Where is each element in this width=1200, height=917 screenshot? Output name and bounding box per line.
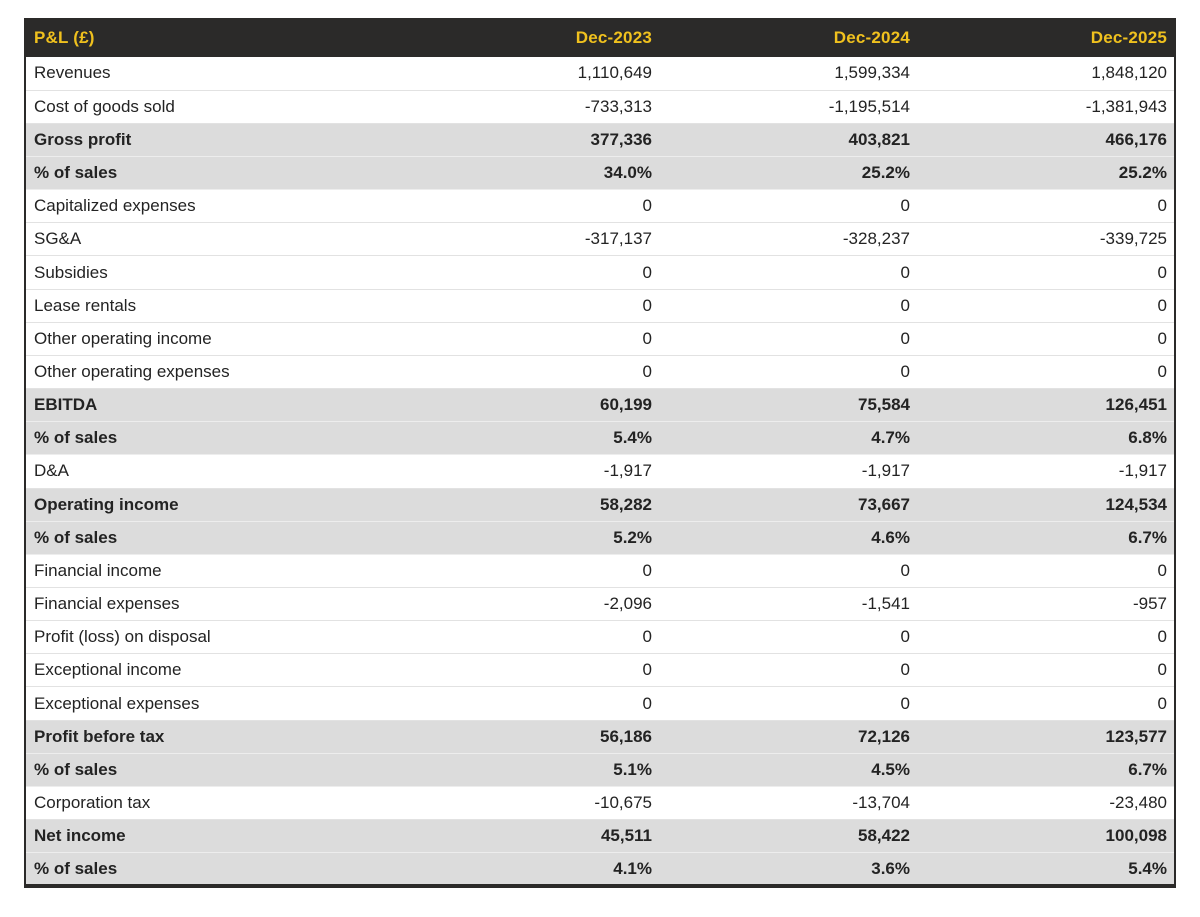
- row-label: Other operating income: [34, 328, 212, 348]
- cell-dec-2025: 123,577: [1105, 726, 1167, 746]
- cell-dec-2023: 45,511: [600, 826, 652, 846]
- cell-dec-2025: 0: [1157, 627, 1167, 647]
- cell-dec-2024: 0: [900, 660, 910, 680]
- table-body: [25, 57, 1175, 886]
- cell-dec-2023: 5.1%: [613, 759, 652, 779]
- cell-dec-2025: 466,176: [1105, 129, 1167, 149]
- cell-dec-2024: 3.6%: [871, 858, 910, 878]
- table-row: [25, 654, 1175, 687]
- cell-dec-2023: 0: [642, 361, 652, 381]
- row-label: Gross profit: [34, 129, 132, 149]
- table-header-dec-2024: Dec-2024: [833, 27, 910, 47]
- table-row: [25, 422, 1175, 455]
- cell-dec-2024: 0: [900, 328, 910, 348]
- pnl-table: [24, 18, 1176, 888]
- table-header-dec-2025: Dec-2025: [1090, 27, 1167, 47]
- row-label: Profit before tax: [34, 726, 165, 746]
- table-header-dec-2023: Dec-2023: [575, 27, 652, 47]
- table-row: [25, 820, 1175, 853]
- cell-dec-2024: 1,599,334: [834, 63, 910, 83]
- cell-dec-2023: -10,675: [594, 793, 652, 813]
- cell-dec-2025: 0: [1157, 660, 1167, 680]
- table-row: [25, 621, 1175, 654]
- table-row: [25, 322, 1175, 355]
- table-row: [25, 687, 1175, 720]
- cell-dec-2025: 25.2%: [1118, 163, 1167, 183]
- cell-dec-2023: 56,186: [600, 726, 652, 746]
- cell-dec-2025: 100,098: [1105, 826, 1167, 846]
- table-row: [25, 753, 1175, 786]
- cell-dec-2024: -1,195,514: [828, 96, 910, 116]
- cell-dec-2025: -957: [1132, 594, 1167, 614]
- cell-dec-2025: -1,381,943: [1085, 96, 1167, 116]
- cell-dec-2024: 4.5%: [871, 759, 910, 779]
- cell-dec-2024: -328,237: [842, 229, 910, 249]
- cell-dec-2023: 0: [642, 262, 652, 282]
- cell-dec-2024: 4.6%: [871, 527, 910, 547]
- table-row: [25, 488, 1175, 521]
- cell-dec-2025: 0: [1157, 693, 1167, 713]
- cell-dec-2025: 0: [1157, 262, 1167, 282]
- table-row: [25, 156, 1175, 189]
- cell-dec-2024: 72,126: [858, 726, 910, 746]
- cell-dec-2023: -2,096: [603, 594, 652, 614]
- cell-dec-2024: -1,917: [861, 461, 910, 481]
- cell-dec-2025: 6.8%: [1128, 428, 1167, 448]
- cell-dec-2023: 0: [642, 693, 652, 713]
- cell-dec-2023: -1,917: [603, 461, 652, 481]
- cell-dec-2023: 60,199: [600, 395, 652, 415]
- row-label: Operating income: [34, 494, 179, 514]
- cell-dec-2023: 1,110,649: [577, 63, 652, 83]
- table-row: [25, 90, 1175, 123]
- row-label: Corporation tax: [34, 793, 151, 813]
- cell-dec-2024: 0: [900, 693, 910, 713]
- cell-dec-2025: 0: [1157, 295, 1167, 315]
- cell-dec-2023: -733,313: [584, 96, 652, 116]
- cell-dec-2023: 0: [642, 196, 652, 216]
- cell-dec-2025: 126,451: [1105, 395, 1167, 415]
- row-label: Cost of goods sold: [34, 96, 175, 116]
- cell-dec-2025: -23,480: [1109, 793, 1167, 813]
- cell-dec-2024: 0: [900, 262, 910, 282]
- cell-dec-2024: 58,422: [858, 826, 910, 846]
- cell-dec-2024: 0: [900, 627, 910, 647]
- cell-dec-2023: 34.0%: [603, 163, 652, 183]
- table-row: [25, 389, 1175, 422]
- row-label: D&A: [34, 461, 69, 481]
- row-label: Profit (loss) on disposal: [34, 627, 211, 647]
- cell-dec-2023: 0: [642, 627, 652, 647]
- cell-dec-2024: 403,821: [848, 129, 910, 149]
- table-header-pnl-label: P&L (£): [34, 27, 95, 47]
- row-label: EBITDA: [34, 395, 98, 415]
- row-label: Capitalized expenses: [34, 196, 196, 216]
- row-label: Exceptional income: [34, 660, 182, 680]
- cell-dec-2023: -317,137: [584, 229, 652, 249]
- table-row: [25, 223, 1175, 256]
- cell-dec-2024: 75,584: [858, 395, 910, 415]
- row-label: Exceptional expenses: [34, 693, 200, 713]
- row-label: Financial income: [34, 560, 162, 580]
- row-label: % of sales: [34, 527, 118, 547]
- row-label: % of sales: [34, 858, 118, 878]
- cell-dec-2023: 0: [642, 295, 652, 315]
- row-label: % of sales: [34, 163, 118, 183]
- row-label: SG&A: [34, 229, 82, 249]
- cell-dec-2025: 6.7%: [1128, 527, 1167, 547]
- cell-dec-2024: 0: [900, 295, 910, 315]
- table-row: [25, 853, 1175, 886]
- cell-dec-2025: 1,848,120: [1091, 63, 1167, 83]
- table-row: [25, 256, 1175, 289]
- cell-dec-2025: -339,725: [1099, 229, 1167, 249]
- table-row: [25, 554, 1175, 587]
- cell-dec-2024: 73,667: [858, 494, 910, 514]
- cell-dec-2024: -1,541: [861, 594, 910, 614]
- cell-dec-2024: 25.2%: [861, 163, 910, 183]
- cell-dec-2023: 5.4%: [613, 428, 652, 448]
- row-label: Financial expenses: [34, 594, 180, 614]
- row-label: Net income: [34, 826, 126, 846]
- row-label: % of sales: [34, 428, 118, 448]
- table-row: [25, 190, 1175, 223]
- cell-dec-2025: 0: [1157, 196, 1167, 216]
- cell-dec-2023: 0: [642, 328, 652, 348]
- row-label: Other operating expenses: [34, 361, 230, 381]
- cell-dec-2024: 4.7%: [871, 428, 910, 448]
- cell-dec-2024: 0: [900, 196, 910, 216]
- row-label: % of sales: [34, 759, 118, 779]
- table-row: [25, 720, 1175, 753]
- table-row: [25, 355, 1175, 388]
- cell-dec-2023: 5.2%: [613, 527, 652, 547]
- table-row: [25, 123, 1175, 156]
- cell-dec-2023: 58,282: [600, 494, 652, 514]
- cell-dec-2025: 5.4%: [1128, 858, 1167, 878]
- cell-dec-2024: 0: [900, 560, 910, 580]
- cell-dec-2023: 0: [642, 560, 652, 580]
- cell-dec-2025: 0: [1157, 361, 1167, 381]
- cell-dec-2023: 4.1%: [613, 858, 652, 878]
- table-row: [25, 588, 1175, 621]
- table-row: [25, 786, 1175, 819]
- cell-dec-2025: 0: [1157, 560, 1167, 580]
- cell-dec-2024: 0: [900, 361, 910, 381]
- cell-dec-2025: -1,917: [1118, 461, 1167, 481]
- cell-dec-2023: 0: [642, 660, 652, 680]
- cell-dec-2025: 0: [1157, 328, 1167, 348]
- cell-dec-2023: 377,336: [590, 129, 652, 149]
- table-row: [25, 521, 1175, 554]
- row-label: Revenues: [34, 63, 111, 83]
- cell-dec-2025: 124,534: [1105, 494, 1167, 514]
- row-label: Lease rentals: [34, 295, 137, 315]
- row-label: Subsidies: [34, 262, 108, 282]
- table-row: [25, 289, 1175, 322]
- cell-dec-2025: 6.7%: [1128, 759, 1167, 779]
- table-row: [25, 57, 1175, 90]
- cell-dec-2024: -13,704: [852, 793, 910, 813]
- table-header-row: [25, 18, 1175, 57]
- table-row: [25, 455, 1175, 488]
